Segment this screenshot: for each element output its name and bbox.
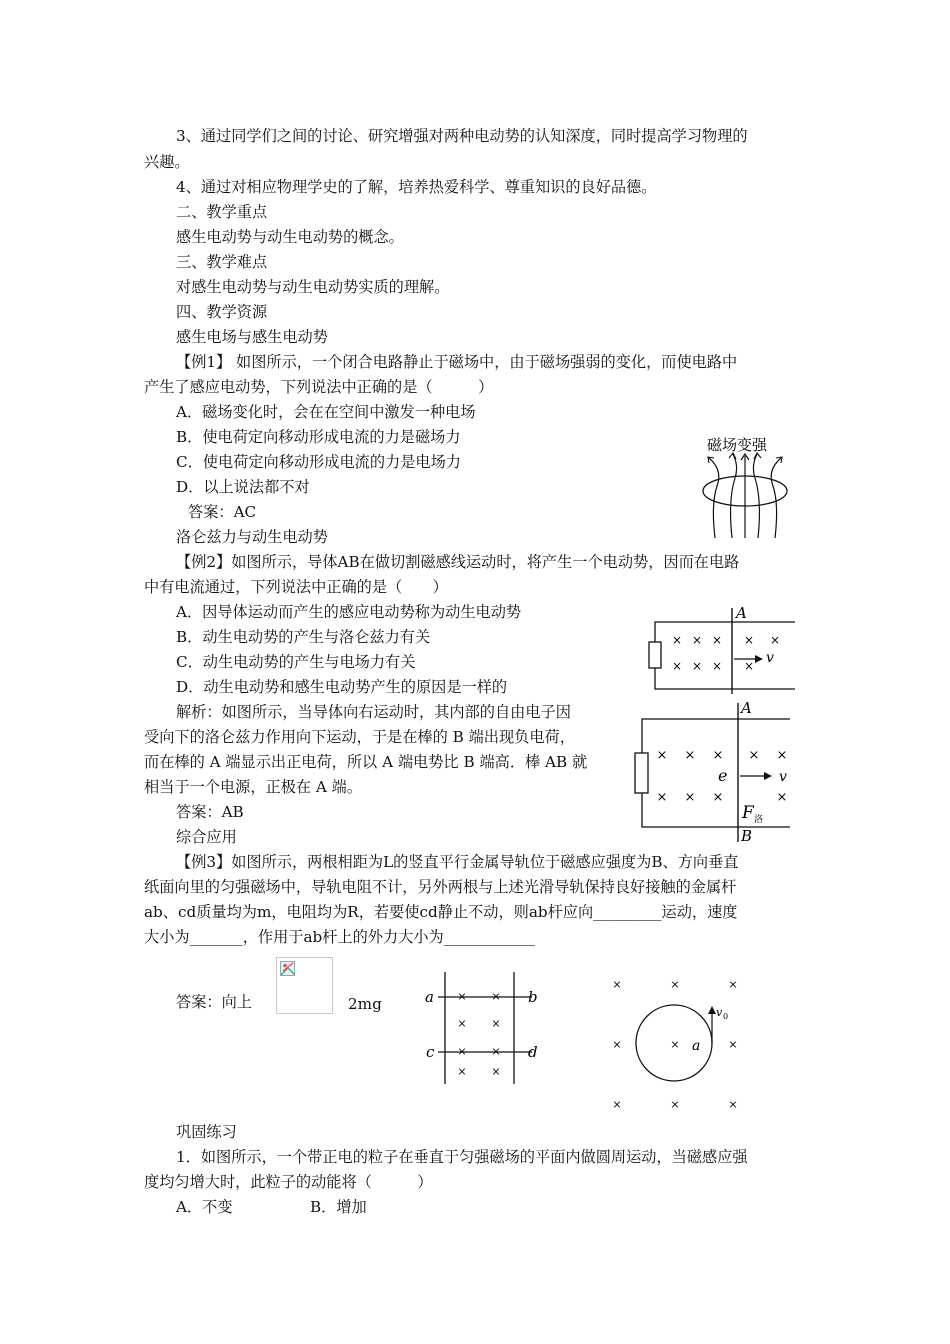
- label-force: F: [742, 803, 754, 823]
- section-induced-field: 感生电场与感生电动势: [176, 328, 328, 346]
- figure-3-lorentz-force: [630, 697, 795, 845]
- field-cross: ×: [712, 748, 724, 763]
- field-cross: ×: [743, 633, 755, 647]
- field-cross: ×: [612, 1098, 622, 1111]
- figure-5-circular-motion: [600, 972, 750, 1112]
- field-cross: ×: [491, 1045, 501, 1058]
- goal-4: 4、通过对相应物理学史的了解，培养热爱科学、尊重知识的良好品德。: [176, 178, 657, 196]
- key-points-text: 感生电动势与动生电动势的概念。: [176, 228, 404, 246]
- field-cross: ×: [776, 748, 788, 763]
- field-cross: ×: [712, 790, 724, 805]
- figure-2-moving-rod: [645, 602, 795, 694]
- field-cross: ×: [656, 748, 668, 763]
- label-c: c: [426, 1043, 435, 1061]
- field-cross: ×: [728, 978, 738, 991]
- label-a: a: [425, 988, 434, 1006]
- field-line-right-inner: [753, 454, 759, 538]
- label-force-sub: 洛: [754, 815, 764, 825]
- field-cross: ×: [670, 1098, 680, 1111]
- field-cross: ×: [711, 659, 723, 673]
- example-1-line-2: 产生了感应电动势，下列说法中正确的是（ ）: [144, 378, 494, 396]
- broken-image-icon: [280, 961, 296, 977]
- field-cross: ×: [457, 1045, 467, 1058]
- figure-1-label: 磁场变强: [707, 436, 768, 454]
- example-2-line-1: 【例2】如图所示，导体AB在做切割磁感线运动时，将产生一个电动势，因而在电路: [176, 553, 740, 571]
- label-a: A: [736, 604, 747, 622]
- heading-key-points: 二、教学重点: [176, 203, 268, 221]
- figure-4-parallel-rails: [420, 968, 545, 1086]
- field-cross: ×: [743, 659, 755, 673]
- field-cross: ×: [684, 790, 696, 805]
- explanation-line-1: 解析：如图所示，当导体向右运动时，其内部的自由电子因: [176, 703, 571, 721]
- example-3-answer-label: 答案：向上: [176, 993, 252, 1011]
- example-1-option-d: D．以上说法都不对: [176, 478, 310, 496]
- field-cross: ×: [457, 1017, 467, 1030]
- label-v: v: [779, 769, 787, 785]
- figure-1-changing-field: [695, 430, 795, 542]
- section-application: 综合应用: [176, 828, 237, 846]
- field-crosses: [672, 633, 780, 673]
- field-cross: ×: [491, 1065, 501, 1078]
- field-line-left-outer: [709, 458, 719, 538]
- example-1-option-b: B．使电荷定向移动形成电流的力是磁场力: [176, 428, 461, 446]
- example-1-answer: 答案：AC: [188, 503, 257, 521]
- field-cross: ×: [728, 1098, 738, 1111]
- field-cross: ×: [491, 1017, 501, 1030]
- example-2-answer: 答案：AB: [176, 803, 244, 821]
- field-cross: ×: [491, 990, 501, 1003]
- field-cross: ×: [691, 633, 703, 647]
- example-2-line-2: 中有电流通过，下列说法中正确的是（ ）: [144, 578, 448, 596]
- label-v: v: [766, 650, 774, 666]
- practice-1-option-b: B．增加: [310, 1198, 367, 1216]
- explanation-line-3: 而在棒的 A 端显示出正电荷，所以 A 端电势比 B 端高．棒 AB 就: [144, 753, 588, 771]
- difficulties-text: 对感生电动势与动生电动势实质的理解。: [176, 278, 450, 296]
- label-electron: e: [718, 766, 728, 785]
- example-1-line-1: 【例1】 如图所示，一个闭合电路静止于磁场中，由于磁场强弱的变化，而使电路中: [176, 353, 738, 371]
- practice-1-option-a: A．不变: [176, 1198, 233, 1216]
- label-b: B: [741, 827, 753, 845]
- field-cross: ×: [656, 790, 668, 805]
- field-cross: ×: [457, 1065, 467, 1078]
- example-3-answer-force: 2mg: [348, 995, 382, 1013]
- example-3-line-1: 【例3】如图所示，两根相距为L的竖直平行金属导轨位于磁感应强度为B、方向垂直: [176, 853, 739, 871]
- heading-difficulties: 三、教学难点: [176, 253, 268, 271]
- label-v0-sub: 0: [723, 1012, 729, 1021]
- example-3-line-4: 大小为_______，作用于ab杆上的外力大小为____________: [144, 928, 535, 946]
- field-cross: ×: [684, 748, 696, 763]
- circuit-rails: [642, 719, 790, 827]
- field-cross: ×: [671, 633, 683, 647]
- field-cross: ×: [612, 1038, 622, 1051]
- velocity-arrowhead: [764, 772, 772, 780]
- goal-3-line-1: 3、通过同学们之间的讨论、研究增强对两种电动势的认知深度，同时提高学习物理的: [176, 127, 748, 145]
- field-cross: ×: [612, 978, 622, 991]
- label-v0: v: [716, 1006, 723, 1019]
- label-particle: a: [692, 1038, 701, 1054]
- field-cross: ×: [769, 633, 781, 647]
- example-2-option-d: D．动生电动势和感生电动势产生的原因是一样的: [176, 678, 508, 696]
- field-cross: ×: [691, 659, 703, 673]
- field-cross: ×: [776, 790, 788, 805]
- field-cross: ×: [457, 990, 467, 1003]
- label-d: d: [528, 1043, 538, 1061]
- field-cross: ×: [728, 1038, 738, 1051]
- label-a: A: [741, 699, 752, 717]
- field-line-left-inner: [731, 454, 737, 538]
- explanation-line-4: 相当于一个电源，正极在 A 端。: [144, 778, 363, 796]
- example-2-option-a: A．因导体运动而产生的感应电动势称为动生电动势: [176, 603, 522, 621]
- field-crosses: [612, 978, 737, 1111]
- explanation-line-2: 受向下的洛仑兹力作用向下运动，于是在棒的 B 端出现负电荷，: [144, 728, 575, 746]
- section-practice: 巩固练习: [176, 1123, 237, 1141]
- example-3-line-2: 纸面向里的匀强磁场中，导轨电阻不计，另外两根与上述光滑导轨保持良好接触的金属杆: [144, 878, 737, 896]
- field-cross: ×: [671, 659, 683, 673]
- field-line-right-outer: [771, 458, 781, 538]
- practice-1-line-1: 1．如图所示，一个带正电的粒子在垂直于匀强磁场的平面内做圆周运动，当磁感应强: [176, 1148, 748, 1166]
- example-2-option-b: B．动生电动势的产生与洛仑兹力有关: [176, 628, 431, 646]
- field-cross: ×: [670, 978, 680, 991]
- field-cross: ×: [711, 633, 723, 647]
- field-cross: ×: [748, 748, 760, 763]
- resistor: [635, 753, 648, 793]
- example-1-option-c: C．使电荷定向移动形成电流的力是电场力: [176, 453, 461, 471]
- resistor: [649, 642, 661, 668]
- practice-1-line-2: 度均匀增大时，此粒子的动能将（ ）: [144, 1173, 433, 1191]
- velocity-arrowhead: [755, 655, 763, 663]
- goal-3-line-2: 兴趣。: [144, 153, 190, 171]
- example-1-option-a: A．磁场变化时，会在在空间中激发一种电场: [176, 403, 476, 421]
- label-b: b: [528, 988, 538, 1006]
- broken-image-placeholder: [276, 957, 333, 1014]
- example-2-option-c: C．动生电动势的产生与电场力有关: [176, 653, 416, 671]
- field-crosses: [457, 990, 500, 1078]
- example-3-line-3: ab、cd质量均为m，电阻均为R，若要使cd静止不动，则ab杆应向_________运动，速度: [144, 903, 738, 921]
- field-cross: ×: [670, 1038, 680, 1051]
- velocity-arrowhead: [708, 1006, 716, 1014]
- section-lorentz: 洛仑兹力与动生电动势: [176, 528, 328, 546]
- heading-resources: 四、教学资源: [176, 303, 268, 321]
